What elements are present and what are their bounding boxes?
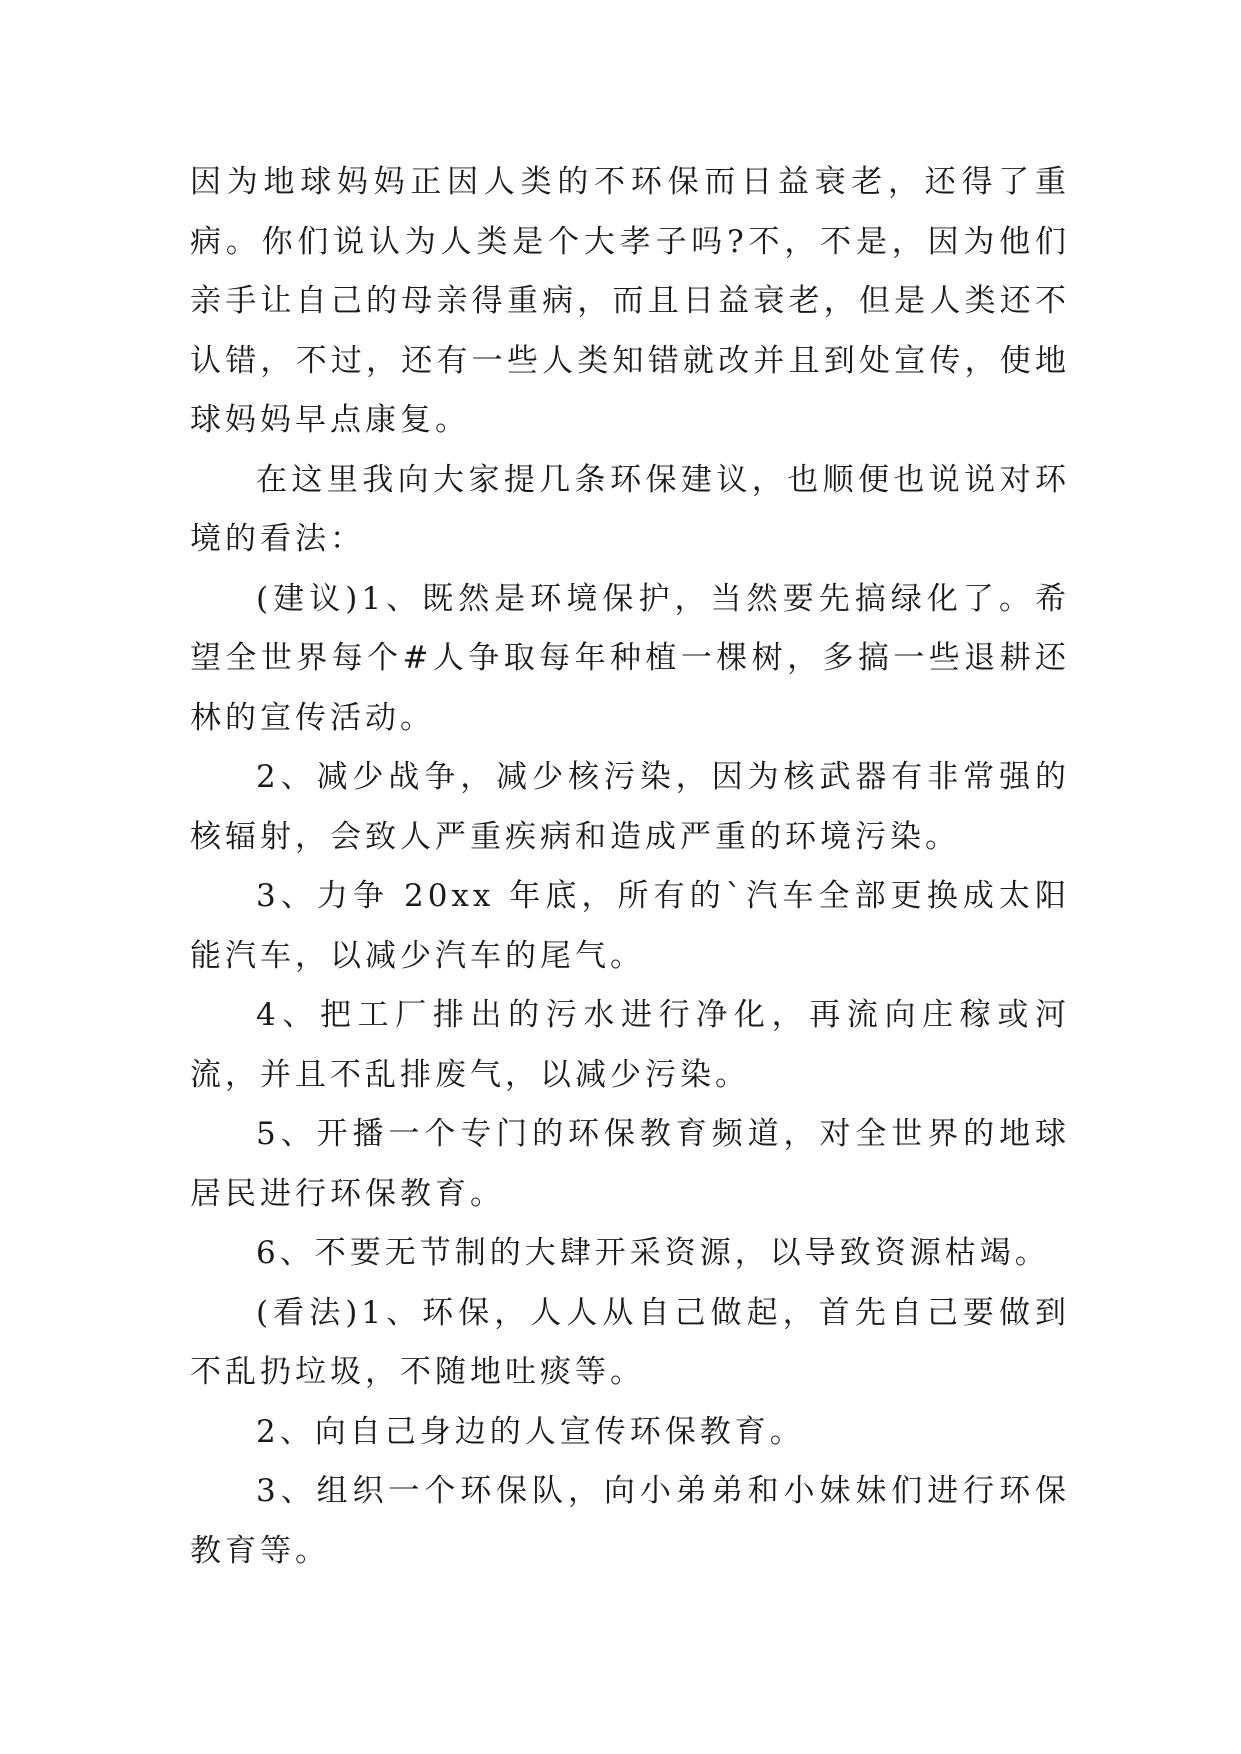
paragraph-intro: 因为地球妈妈正因人类的不环保而日益衰老，还得了重病。你们说认为人类是个大孝子吗?不，不是，因为他们亲手让自己的母亲得重病，而且日益衰老，但是人类还不认错，不过，还有一些人类知错就改并且到处宣传，使地球妈妈早点康复。 — [190, 164, 1070, 438]
paragraph-suggestion-6: 6、不要无节制的大肆开采资源，以导致资源枯竭。 — [256, 1235, 1050, 1271]
paragraph-suggestion-3: 3、力争 20xx 年底，所有的`汽车全部更换成太阳能汽车，以减少汽车的尾气。 — [190, 878, 1070, 974]
paragraph-suggestion-2: 2、减少战争，减少核污染，因为核武器有非常强的核辐射，会致人严重疾病和造成严重的环境污染。 — [190, 759, 1070, 855]
paragraph-opinion-1: (看法)1、环保，人人从自己做起，首先自己要做到不乱扔垃圾，不随地吐痰等。 — [190, 1294, 1070, 1390]
paragraph-suggestion-intro: 在这里我向大家提几条环保建议，也顺便也说说对环境的看法： — [190, 461, 1070, 557]
paragraph-opinion-3: 3、组织一个环保队，向小弟弟和小妹妹们进行环保教育等。 — [190, 1473, 1070, 1569]
document-body — [190, 153, 1070, 1581]
paragraph-suggestion-4: 4、把工厂排出的污水进行净化，再流向庄稼或河流，并且不乱排废气，以减少污染。 — [190, 997, 1070, 1093]
paragraph-suggestion-1: (建议)1、既然是环境保护，当然要先搞绿化了。希望全世界每个#人争取每年种植一棵树，多搞一些退耕还林的宣传活动。 — [190, 580, 1070, 736]
paragraph-suggestion-5: 5、开播一个专门的环保教育频道，对全世界的地球居民进行环保教育。 — [190, 1116, 1070, 1212]
paragraph-opinion-2: 2、向自己身边的人宣传环保教育。 — [256, 1413, 805, 1450]
